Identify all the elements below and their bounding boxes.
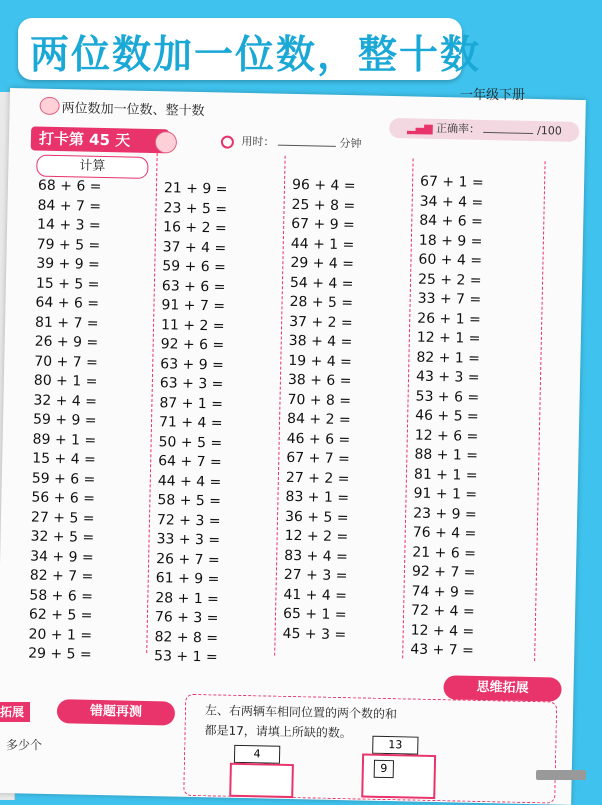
- equation: 82 + 1 =: [416, 349, 481, 367]
- equation: 33 + 7 =: [417, 290, 482, 308]
- equation: 34 + 4 =: [419, 193, 484, 211]
- number-box: 13: [372, 736, 418, 755]
- right-car-drawing: [361, 754, 436, 800]
- equation: 46 + 6 =: [286, 430, 351, 448]
- equation: 82 + 8 =: [154, 628, 219, 646]
- equation: 29 + 4 =: [290, 254, 355, 273]
- equation: 67 + 9 =: [291, 215, 355, 234]
- equation: 37 + 2 =: [289, 313, 353, 331]
- equation: 68 + 6 =: [37, 177, 102, 195]
- equation: 82 + 7 =: [29, 567, 94, 585]
- equation: 41 + 4 =: [283, 586, 348, 604]
- equation: 14 + 3 =: [36, 216, 101, 234]
- equation: 81 + 7 =: [34, 314, 99, 332]
- equation: 21 + 6 =: [412, 544, 477, 562]
- equation: 63 + 9 =: [160, 355, 224, 374]
- equation: 20 + 1 =: [28, 626, 93, 644]
- equation: 83 + 4 =: [284, 547, 348, 565]
- equation: 76 + 3 =: [154, 609, 219, 627]
- equation: 53 + 1 =: [153, 648, 218, 666]
- title-banner: [18, 18, 482, 80]
- equation-column-1: [28, 177, 102, 666]
- equation: 38 + 6 =: [287, 371, 352, 390]
- equation: 96 + 4 =: [291, 176, 356, 195]
- equation: 27 + 5 =: [30, 509, 95, 527]
- timer-unit: 分钟: [339, 136, 362, 151]
- equation: 83 + 1 =: [285, 488, 350, 507]
- equation: 88 + 1 =: [414, 446, 479, 464]
- worksheet-page: [0, 88, 586, 805]
- equation: 12 + 6 =: [414, 427, 479, 445]
- equation: 36 + 5 =: [284, 508, 349, 526]
- equation: 45 + 3 =: [282, 625, 347, 643]
- equation: 72 + 3 =: [156, 511, 221, 530]
- equation: 15 + 4 =: [32, 450, 96, 468]
- equation: 63 + 6 =: [161, 277, 226, 296]
- equation: 59 + 9 =: [32, 411, 97, 429]
- punch-card-text: 打卡第 45 天: [38, 129, 131, 150]
- equation: 89 + 1 =: [32, 431, 97, 449]
- equation: 58 + 6 =: [29, 587, 94, 605]
- calc-tab: 计算: [36, 155, 148, 179]
- equation: 25 + 8 =: [291, 196, 356, 214]
- equation: 33 + 3 =: [156, 531, 221, 549]
- equation: 70 + 8 =: [287, 391, 352, 409]
- equation: 59 + 6 =: [31, 470, 96, 488]
- column-divider-4: [534, 161, 545, 661]
- punch-card-day: [31, 126, 169, 153]
- equation: 91 + 1 =: [413, 485, 478, 503]
- equation: 28 + 5 =: [289, 293, 354, 312]
- equation: 44 + 1 =: [290, 235, 355, 253]
- equation-column-2: [154, 179, 228, 668]
- mistake-review-tab: 错题再测: [57, 699, 175, 725]
- equation: 63 + 3 =: [159, 375, 224, 393]
- thinking-tab: 思维拓展: [443, 675, 561, 701]
- accuracy-bar: [389, 118, 579, 142]
- equation: 61 + 9 =: [155, 570, 220, 588]
- equation: 18 + 9 =: [418, 232, 483, 250]
- equation: 43 + 3 =: [415, 368, 480, 386]
- equation: 84 + 7 =: [37, 197, 102, 215]
- equation: 11 + 2 =: [160, 316, 225, 335]
- equation: 54 + 4 =: [289, 274, 354, 292]
- equation: 21 + 9 =: [163, 180, 228, 198]
- equation: 46 + 5 =: [415, 407, 479, 425]
- equation: 26 + 7 =: [156, 550, 220, 568]
- equation: 84 + 6 =: [419, 212, 484, 230]
- equation: 60 + 4 =: [418, 251, 483, 269]
- equation: 38 + 4 =: [288, 332, 353, 351]
- equation: 19 + 4 =: [288, 352, 353, 370]
- equation: 58 + 5 =: [157, 492, 222, 510]
- equation: 34 + 9 =: [30, 548, 94, 566]
- equation: 27 + 2 =: [285, 469, 350, 487]
- banner-title: 两位数加一位数，整十数: [30, 33, 482, 78]
- equation: 26 + 9 =: [34, 333, 99, 351]
- equation: 81 + 1 =: [413, 466, 478, 484]
- equation-column-4: [410, 173, 484, 662]
- equation: 74 + 9 =: [411, 583, 476, 601]
- equation: 32 + 4 =: [33, 392, 98, 410]
- left-page-tab: 拓展: [0, 702, 30, 722]
- grade-label: 一年级下册: [460, 88, 526, 103]
- clock-icon: [221, 135, 234, 148]
- equation-column-3: [282, 176, 355, 645]
- equation: 91 + 7 =: [161, 297, 226, 315]
- equation: 12 + 4 =: [410, 622, 475, 640]
- equation: 50 + 5 =: [158, 433, 223, 452]
- equation: 92 + 7 =: [411, 563, 476, 581]
- equation: 15 + 5 =: [35, 275, 100, 293]
- equation: 39 + 9 =: [36, 255, 101, 273]
- equation: 26 + 1 =: [417, 310, 481, 328]
- running-head: 两位数加一位数、整十数: [61, 101, 205, 120]
- thinking-question: [204, 700, 397, 744]
- equation: 29 + 5 =: [27, 645, 92, 663]
- equation: 71 + 4 =: [158, 414, 223, 432]
- equation: 76 + 4 =: [412, 524, 477, 542]
- timer-label: 用时：: [241, 134, 275, 149]
- accuracy-blank[interactable]: [484, 123, 534, 134]
- accuracy-label: 正确率：: [436, 121, 481, 136]
- equation: 65 + 1 =: [282, 605, 347, 624]
- page-corner: [536, 770, 586, 780]
- number-box: 9: [374, 760, 394, 778]
- question-line-1: 左、右两辆车相同位置的两个数的和: [204, 703, 398, 722]
- equation: 27 + 3 =: [283, 566, 348, 585]
- mascot-icon: [39, 97, 59, 115]
- timer: [221, 132, 362, 151]
- timer-blank[interactable]: [278, 136, 336, 147]
- equation: 23 + 9 =: [413, 505, 477, 523]
- accuracy-total: /100: [536, 124, 562, 138]
- equation: 79 + 5 =: [36, 236, 101, 254]
- equation: 70 + 7 =: [34, 353, 98, 371]
- equation: 28 + 1 =: [155, 589, 220, 607]
- equation: 44 + 4 =: [157, 472, 222, 491]
- equation: 72 + 4 =: [410, 602, 475, 620]
- equation: 64 + 6 =: [35, 294, 100, 312]
- question-line-2: 都是17，请填上所缺的数。: [204, 723, 352, 741]
- equation: 64 + 7 =: [158, 453, 222, 471]
- equation: 80 + 1 =: [33, 372, 98, 390]
- equation: 62 + 5 =: [28, 606, 93, 624]
- equation: 23 + 5 =: [163, 199, 228, 218]
- equation: 25 + 2 =: [417, 271, 482, 289]
- equation: 37 + 4 =: [162, 238, 227, 257]
- equation: 56 + 6 =: [31, 489, 96, 507]
- equation: 16 + 2 =: [162, 219, 227, 237]
- equation: 92 + 6 =: [160, 336, 225, 354]
- equation: 32 + 5 =: [30, 528, 95, 546]
- equation: 67 + 1 =: [419, 173, 484, 191]
- equation: 87 + 1 =: [159, 394, 224, 413]
- equation: 43 + 7 =: [410, 641, 475, 659]
- equation: 12 + 1 =: [416, 329, 481, 347]
- left-car-drawing: [229, 763, 294, 798]
- equation: 84 + 2 =: [286, 410, 351, 429]
- equation: 59 + 6 =: [162, 258, 227, 276]
- bunny-icon: [155, 131, 177, 153]
- equation: 67 + 7 =: [286, 449, 351, 468]
- equation: 12 + 2 =: [284, 527, 349, 546]
- equation: 53 + 6 =: [415, 388, 480, 406]
- signal-bars-icon: ▂▄▆: [407, 121, 433, 135]
- left-page-text: 多少个: [6, 738, 43, 752]
- number-box: 4: [234, 745, 280, 764]
